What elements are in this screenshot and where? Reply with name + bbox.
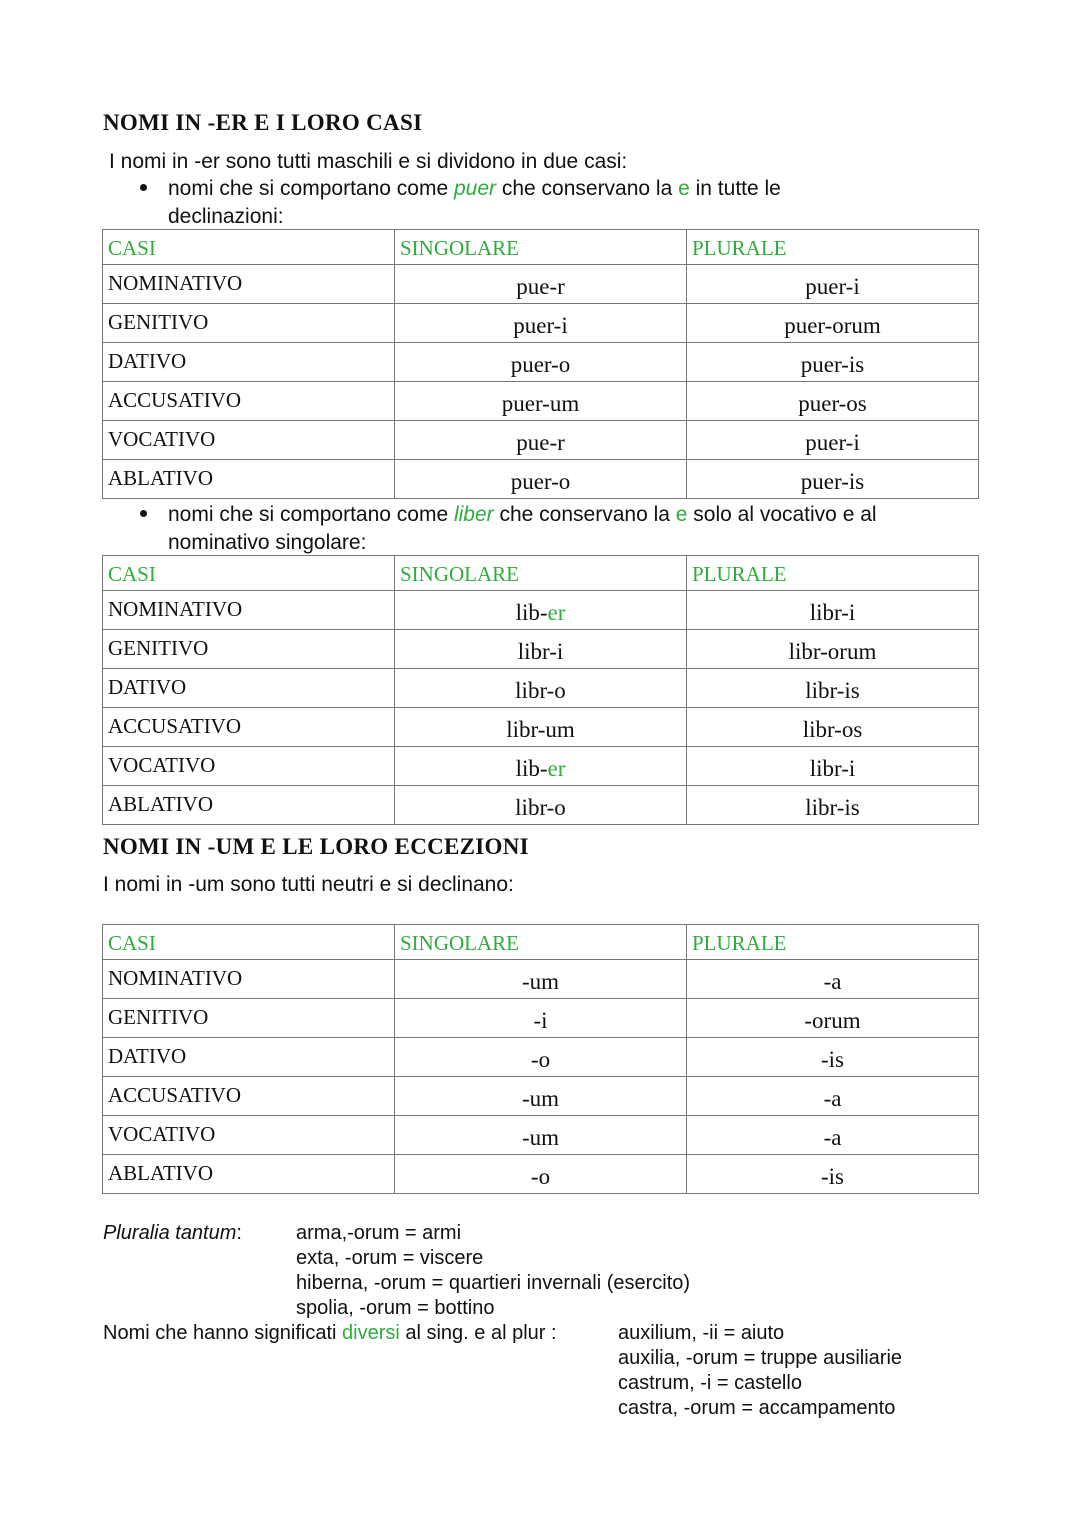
case-label: ACCUSATIVO [108,714,242,738]
section1-intro: I nomi in -er sono tutti maschili e si dividono in due casi: [109,150,628,173]
declension-table-um [102,924,979,1194]
table-row [103,960,979,999]
bullet1-word: puer [453,177,496,200]
table-row [103,708,979,747]
plural-form: libr-is [805,795,860,820]
plural-form: -a [823,1086,842,1111]
singular-form: -o [530,1047,551,1072]
bullet2-line2: nominativo singolare: [168,531,367,554]
header-singolare: SINGOLARE [395,925,687,960]
table-row [103,304,979,343]
singular-form: puer-um [501,391,580,416]
list-item: castra, -orum = accampamento [618,1397,896,1419]
list-item: exta, -orum = viscere [296,1247,484,1269]
singular-form: pue-r [516,430,565,455]
list-item: auxilium, -ii = aiuto [618,1322,785,1344]
singular-form: libr-i [517,639,564,664]
list-item: castrum, -i = castello [618,1372,802,1394]
section2-heading: NOMI IN -UM E LE LORO ECCEZIONI [103,834,529,859]
bullet2-post: solo al vocativo e al [687,503,877,526]
table-header-row [103,230,979,265]
header-singolare: SINGOLARE [395,556,687,591]
plural-form: libr-i [809,600,856,625]
case-label: DATIVO [108,349,187,373]
bullet2-pre: nomi che si comportano come [168,503,454,526]
list-item: auxilia, -orum = truppe ausiliarie [618,1347,903,1369]
singular-form: libr-o [515,795,566,820]
case-label: ABLATIVO [108,792,213,816]
case-label: GENITIVO [108,310,209,334]
case-label: VOCATIVO [108,427,216,451]
case-label: NOMINATIVO [108,966,243,990]
plural-form: libr-os [802,717,863,742]
table-row [103,382,979,421]
table-row [103,786,979,825]
plural-form: libr-i [809,756,856,781]
list-item: hiberna, -orum = quartieri invernali (esercito) [296,1272,691,1294]
singular-form: lib-er [515,756,566,781]
table-header-row [103,925,979,960]
case-label: GENITIVO [108,636,209,660]
bullet1-post: in tutte le [689,177,781,200]
case-label: ABLATIVO [108,466,213,490]
section2-intro: I nomi in -um sono tutti neutri e si declinano: [103,873,514,896]
table-row [103,343,979,382]
bullet2-letter: e [675,503,688,526]
singular-form: puer-i [513,313,568,338]
pluralia-list [296,1221,690,1321]
plural-form: libr-orum [788,639,877,664]
case-label: VOCATIVO [108,1122,216,1146]
bullet2-line1 [168,501,877,528]
singular-form: pue-r [516,274,565,299]
diversi-label: Nomi che hanno significati diversi al sing. e al plur : [103,1322,557,1344]
case-label: VOCATIVO [108,753,216,777]
header-casi: CASI [103,925,395,960]
list-item: spolia, -orum = bottino [296,1297,495,1319]
table-row [103,747,979,786]
plural-form: -orum [804,1008,861,1033]
bullet1-line1 [168,175,781,202]
case-label: DATIVO [108,1044,187,1068]
plural-form: puer-i [805,430,860,455]
table-row [103,1155,979,1194]
table-row [103,591,979,630]
singular-form: libr-o [515,678,566,703]
bullet2-word: liber [453,503,494,526]
header-casi: CASI [103,556,395,591]
table-header-row [103,556,979,591]
table-row [103,421,979,460]
bullet1-line2: declinazioni: [168,205,284,228]
case-label: NOMINATIVO [108,597,243,621]
singular-form: libr-um [506,717,575,742]
singular-form: puer-o [510,352,571,377]
header-plurale: PLURALE [687,556,979,591]
declension-table-puer [102,229,979,499]
header-singolare: SINGOLARE [395,230,687,265]
table-row [103,265,979,304]
case-label: NOMINATIVO [108,271,243,295]
plural-form: libr-is [805,678,860,703]
plural-form: -a [823,1125,842,1150]
singular-form: -um [521,1086,560,1111]
singular-form: -um [521,969,560,994]
plural-form: -is [821,1164,844,1189]
case-label: GENITIVO [108,1005,209,1029]
table-row [103,460,979,499]
singular-form: -i [533,1008,548,1033]
header-casi: CASI [103,230,395,265]
bullet-dot [140,510,147,517]
list-item: arma,-orum = armi [296,1222,462,1244]
bullet1-mid: che conservano la [496,177,679,200]
table-row [103,1038,979,1077]
case-label: ACCUSATIVO [108,1083,242,1107]
plural-form: -a [823,969,842,994]
declension-table-liber [102,555,979,825]
case-label: DATIVO [108,675,187,699]
table-row [103,1116,979,1155]
plural-form: puer-os [798,391,867,416]
bullet2-mid: che conservano la [493,503,676,526]
singular-form: lib-er [515,600,566,625]
table-row [103,1077,979,1116]
singular-form: puer-o [510,469,571,494]
case-label: ACCUSATIVO [108,388,242,412]
plural-form: -is [821,1047,844,1072]
singular-form: -o [530,1164,551,1189]
table-row [103,630,979,669]
bullet1-pre: nomi che si comportano come [168,177,454,200]
header-plurale: PLURALE [687,230,979,265]
header-plurale: PLURALE [687,925,979,960]
diversi-list [618,1321,902,1421]
case-label: ABLATIVO [108,1161,213,1185]
plural-form: puer-orum [784,313,881,338]
table-row [103,669,979,708]
table-row [103,999,979,1038]
section1-heading: NOMI IN -ER E I LORO CASI [103,110,423,135]
bullet1-letter: e [678,177,690,200]
plural-form: puer-is [800,469,865,494]
plural-form: puer-is [800,352,865,377]
singular-form: -um [521,1125,560,1150]
plural-form: puer-i [805,274,860,299]
pluralia-label: Pluralia tantum: [103,1222,242,1244]
bullet-dot [140,184,147,191]
